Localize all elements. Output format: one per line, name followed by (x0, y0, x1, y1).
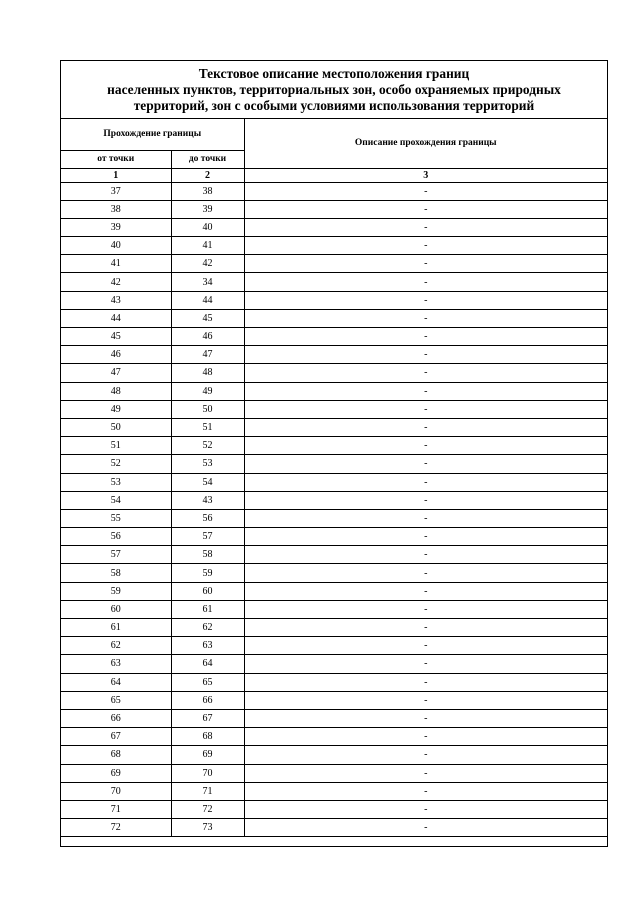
table-row (61, 309, 607, 327)
cell-description: - (244, 255, 607, 273)
cell-from-point: 57 (61, 546, 171, 564)
cell-to-point: 48 (171, 364, 244, 382)
table-row (61, 237, 607, 255)
cell-description: - (244, 819, 607, 837)
cell-from-point: 50 (61, 418, 171, 436)
cell-description: - (244, 637, 607, 655)
cell-from-point: 63 (61, 655, 171, 673)
table-row (61, 255, 607, 273)
cell-from-point: 42 (61, 273, 171, 291)
cell-to-point: 40 (171, 218, 244, 236)
cell-description: - (244, 582, 607, 600)
cell-from-point: 54 (61, 491, 171, 509)
table-row (61, 400, 607, 418)
cell-to-point: 60 (171, 582, 244, 600)
table-row (61, 182, 607, 200)
column-number-1: 1 (61, 168, 171, 182)
table-row (61, 746, 607, 764)
table-row (61, 564, 607, 582)
cell-to-point: 44 (171, 291, 244, 309)
cell-to-point: 46 (171, 328, 244, 346)
cell-from-point: 47 (61, 364, 171, 382)
cell-to-point: 68 (171, 728, 244, 746)
cell-to-point: 66 (171, 691, 244, 709)
cell-to-point: 59 (171, 564, 244, 582)
table-row (61, 600, 607, 618)
cell-description: - (244, 546, 607, 564)
cell-from-point: 60 (61, 600, 171, 618)
table-row (61, 728, 607, 746)
cell-from-point: 37 (61, 182, 171, 200)
table-row (61, 273, 607, 291)
cell-to-point: 71 (171, 782, 244, 800)
table-row (61, 782, 607, 800)
cell-from-point: 61 (61, 619, 171, 637)
table-row (61, 546, 607, 564)
cell-description: - (244, 437, 607, 455)
table-row (61, 691, 607, 709)
cell-description: - (244, 346, 607, 364)
table-row (61, 528, 607, 546)
table-row (61, 418, 607, 436)
cell-description: - (244, 200, 607, 218)
cell-from-point: 67 (61, 728, 171, 746)
cell-from-point: 59 (61, 582, 171, 600)
cell-from-point: 72 (61, 819, 171, 837)
cell-to-point: 54 (171, 473, 244, 491)
cell-to-point: 69 (171, 746, 244, 764)
cell-description: - (244, 509, 607, 527)
cell-from-point: 53 (61, 473, 171, 491)
cell-to-point: 72 (171, 800, 244, 818)
cell-from-point: 69 (61, 764, 171, 782)
cell-description: - (244, 709, 607, 727)
table-row (61, 819, 607, 837)
table-row (61, 637, 607, 655)
table-row (61, 582, 607, 600)
cell-description: - (244, 491, 607, 509)
column-number-2: 2 (171, 168, 244, 182)
table-row (61, 455, 607, 473)
table-row (61, 291, 607, 309)
title-line-2: населенных пунктов, территориальных зон, особо охраняемых природных (107, 81, 561, 97)
cell-to-point: 65 (171, 673, 244, 691)
cell-to-point: 45 (171, 309, 244, 327)
cell-from-point: 56 (61, 528, 171, 546)
cell-from-point: 51 (61, 437, 171, 455)
cell-to-point: 34 (171, 273, 244, 291)
header-to-point: до точки (171, 150, 244, 168)
document-frame (60, 60, 608, 847)
document-title (61, 61, 607, 119)
cell-to-point: 51 (171, 418, 244, 436)
cell-description: - (244, 473, 607, 491)
cell-to-point: 57 (171, 528, 244, 546)
cell-description: - (244, 691, 607, 709)
header-description: Описание прохождения границы (244, 119, 607, 168)
cell-to-point: 42 (171, 255, 244, 273)
header-from-point: от точки (61, 150, 171, 168)
cell-description: - (244, 418, 607, 436)
cell-from-point: 43 (61, 291, 171, 309)
cell-description: - (244, 746, 607, 764)
cell-to-point: 49 (171, 382, 244, 400)
cell-description: - (244, 291, 607, 309)
cell-description: - (244, 273, 607, 291)
cell-description: - (244, 619, 607, 637)
cell-description: - (244, 309, 607, 327)
cell-description: - (244, 655, 607, 673)
cell-from-point: 40 (61, 237, 171, 255)
cell-description: - (244, 455, 607, 473)
cell-from-point: 49 (61, 400, 171, 418)
cell-from-point: 66 (61, 709, 171, 727)
cell-description: - (244, 764, 607, 782)
table-row (61, 709, 607, 727)
cell-to-point: 62 (171, 619, 244, 637)
cell-from-point: 41 (61, 255, 171, 273)
cell-description: - (244, 364, 607, 382)
cell-from-point: 45 (61, 328, 171, 346)
cell-description: - (244, 237, 607, 255)
table-row (61, 364, 607, 382)
table-row (61, 200, 607, 218)
table-row (61, 328, 607, 346)
cell-to-point: 63 (171, 637, 244, 655)
title-line-3: территорий, зон с особыми условиями использования территорий (133, 97, 535, 113)
table-row (61, 655, 607, 673)
title-line-1: Текстовое описание местоположения границ (198, 65, 470, 81)
cell-description: - (244, 600, 607, 618)
cell-to-point: 56 (171, 509, 244, 527)
cell-to-point: 67 (171, 709, 244, 727)
cell-description: - (244, 728, 607, 746)
cell-to-point: 70 (171, 764, 244, 782)
table-row (61, 800, 607, 818)
cell-from-point: 68 (61, 746, 171, 764)
cell-to-point: 38 (171, 182, 244, 200)
cell-from-point: 58 (61, 564, 171, 582)
cell-from-point: 71 (61, 800, 171, 818)
cell-description: - (244, 564, 607, 582)
cell-from-point: 46 (61, 346, 171, 364)
table-row (61, 437, 607, 455)
table-row (61, 473, 607, 491)
cell-from-point: 52 (61, 455, 171, 473)
cell-description: - (244, 182, 607, 200)
cell-description: - (244, 382, 607, 400)
cell-from-point: 70 (61, 782, 171, 800)
cell-description: - (244, 800, 607, 818)
cell-description: - (244, 400, 607, 418)
cell-to-point: 39 (171, 200, 244, 218)
cell-to-point: 64 (171, 655, 244, 673)
cell-from-point: 48 (61, 382, 171, 400)
table-row (61, 619, 607, 637)
cell-from-point: 44 (61, 309, 171, 327)
cell-description: - (244, 528, 607, 546)
cell-from-point: 38 (61, 200, 171, 218)
cell-to-point: 52 (171, 437, 244, 455)
table-row (61, 509, 607, 527)
cell-to-point: 61 (171, 600, 244, 618)
table-row (61, 382, 607, 400)
cell-description: - (244, 782, 607, 800)
cell-from-point: 65 (61, 691, 171, 709)
cell-from-point: 62 (61, 637, 171, 655)
cell-from-point: 39 (61, 218, 171, 236)
cell-description: - (244, 218, 607, 236)
cell-to-point: 47 (171, 346, 244, 364)
cell-to-point: 41 (171, 237, 244, 255)
cell-to-point: 43 (171, 491, 244, 509)
cell-to-point: 53 (171, 455, 244, 473)
table-row (61, 218, 607, 236)
table-row (61, 673, 607, 691)
cell-from-point: 55 (61, 509, 171, 527)
column-number-3: 3 (244, 168, 607, 182)
boundary-table (61, 119, 607, 837)
cell-description: - (244, 673, 607, 691)
table-row (61, 764, 607, 782)
table-row (61, 491, 607, 509)
cell-from-point: 64 (61, 673, 171, 691)
cell-to-point: 58 (171, 546, 244, 564)
table-row (61, 346, 607, 364)
cell-to-point: 50 (171, 400, 244, 418)
cell-to-point: 73 (171, 819, 244, 837)
cell-description: - (244, 328, 607, 346)
header-boundary-passage: Прохождение границы (61, 119, 244, 150)
